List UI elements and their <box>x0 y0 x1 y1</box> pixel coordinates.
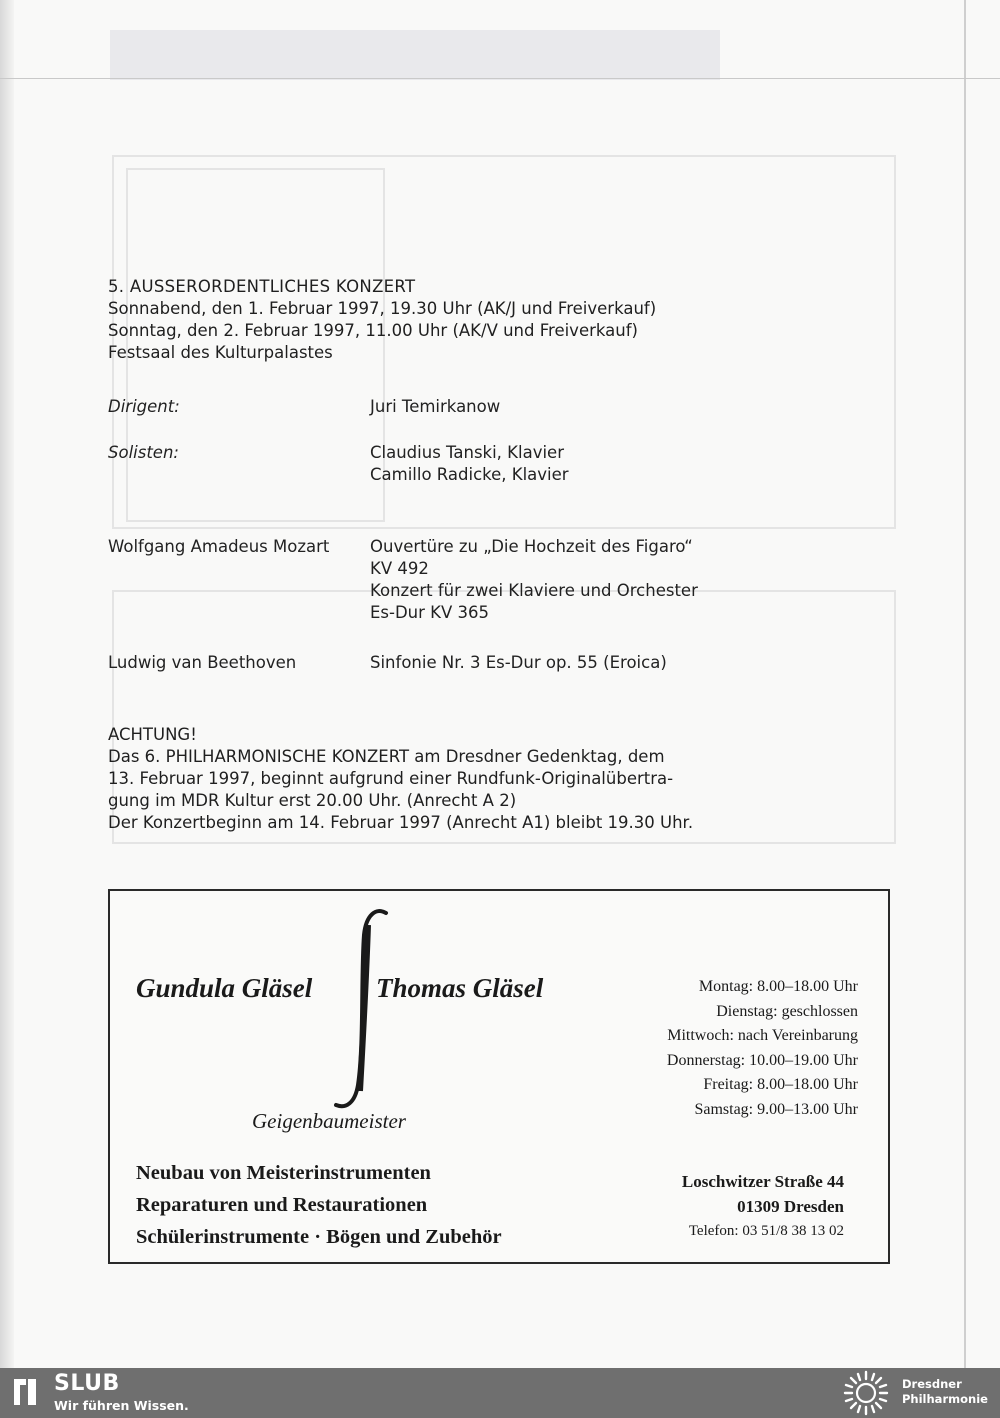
soloist: Camillo Radicke, Klavier <box>370 465 569 484</box>
work: KV 492 <box>370 559 429 578</box>
notice-line: 13. Februar 1997, beginnt aufgrund einer Rundfunk-Originalübertra- <box>108 769 674 788</box>
soloist: Claudius Tanski, Klavier <box>370 443 564 462</box>
hours-line: Mittwoch: nach Vereinbarung <box>667 1027 858 1045</box>
violin-maker-advertisement <box>108 889 890 1264</box>
notice <box>108 724 888 834</box>
concert-date: Sonntag, den 2. Februar 1997, 11.00 Uhr (AK/V und Freiverkauf) <box>108 321 638 340</box>
hours-line: Donnerstag: 10.00–19.00 Uhr <box>666 1051 858 1069</box>
city: 01309 Dresden <box>737 1197 844 1216</box>
hours-line: Dienstag: geschlossen <box>716 1002 858 1020</box>
notice-line: gung im MDR Kultur erst 20.00 Uhr. (Anrecht A 2) <box>108 791 517 810</box>
slub-logo-icon[interactable] <box>12 1377 38 1407</box>
slub-title[interactable]: SLUB <box>54 1371 120 1396</box>
work: Sinfonie Nr. 3 Es-Dur op. 55 (Eroica) <box>370 653 667 672</box>
notice-title: ACHTUNG! <box>108 725 197 744</box>
service: Schülerinstrumente · Bögen und Zubehör <box>136 1226 502 1248</box>
integral-sign-icon <box>328 905 398 1115</box>
top-rule <box>0 78 1000 79</box>
viewer-footer <box>0 1368 1000 1418</box>
work: Konzert für zwei Klaviere und Orchester <box>370 581 698 600</box>
slub-tagline: Wir führen Wissen. <box>54 1398 189 1413</box>
composer: Ludwig van Beethoven <box>108 653 297 672</box>
service: Reparaturen und Restaurationen <box>136 1194 428 1216</box>
dresdner-philharmonie-logo-icon[interactable] <box>842 1370 890 1416</box>
hours-line: Freitag: 8.00–18.00 Uhr <box>703 1076 858 1094</box>
notice-line: Das 6. PHILHARMONISCHE KONZERT am Dresdner Gedenktag, dem <box>108 747 665 766</box>
page-right-edge <box>964 0 966 1368</box>
services-list <box>136 1157 502 1253</box>
street: Loschwitzer Straße 44 <box>681 1172 844 1191</box>
concert-heading: 5. AUSSERORDENTLICHES KONZERT <box>108 277 416 296</box>
page-binding-edge <box>0 0 14 1368</box>
partner-line: Philharmonie <box>902 1392 988 1406</box>
profession-subtitle: Geigenbaumeister <box>252 1109 406 1133</box>
maker-name-right: Thomas Gläsel <box>376 973 544 1003</box>
hours-line: Montag: 8.00–18.00 Uhr <box>698 978 858 995</box>
conductor-name: Juri Temirkanow <box>370 397 501 416</box>
concert-date: Sonnabend, den 1. Februar 1997, 19.30 Uhr (AK/J und Freiverkauf) <box>108 299 657 318</box>
maker-name-left: Gundula Gläsel <box>136 973 313 1003</box>
partner-name[interactable] <box>902 1377 988 1407</box>
notice-line: Der Konzertbeginn am 14. Februar 1997 (Anrecht A1) bleibt 19.30 Uhr. <box>108 813 694 832</box>
works-list <box>370 652 890 674</box>
work: Es-Dur KV 365 <box>370 603 490 622</box>
concert-header <box>108 276 888 364</box>
hours-line: Samstag: 9.00–13.00 Uhr <box>694 1100 858 1118</box>
partner-line: Dresdner <box>902 1377 962 1391</box>
concert-venue: Festsaal des Kulturpalastes <box>108 343 333 362</box>
soloists-list <box>370 442 890 486</box>
composer: Wolfgang Amadeus Mozart <box>108 537 330 556</box>
service: Neubau von Meisterinstrumenten <box>136 1162 431 1184</box>
work: Ouvertüre zu „Die Hochzeit des Figaro“ <box>370 537 693 556</box>
header-bar-shadow <box>110 30 720 80</box>
works-list <box>370 536 890 624</box>
soloists-label: Solisten: <box>108 443 179 462</box>
opening-hours <box>667 975 858 1123</box>
conductor-label: Dirigent: <box>108 397 180 416</box>
phone: Telefon: 03 51/8 38 13 02 <box>688 1223 844 1239</box>
address-block <box>682 1169 844 1244</box>
